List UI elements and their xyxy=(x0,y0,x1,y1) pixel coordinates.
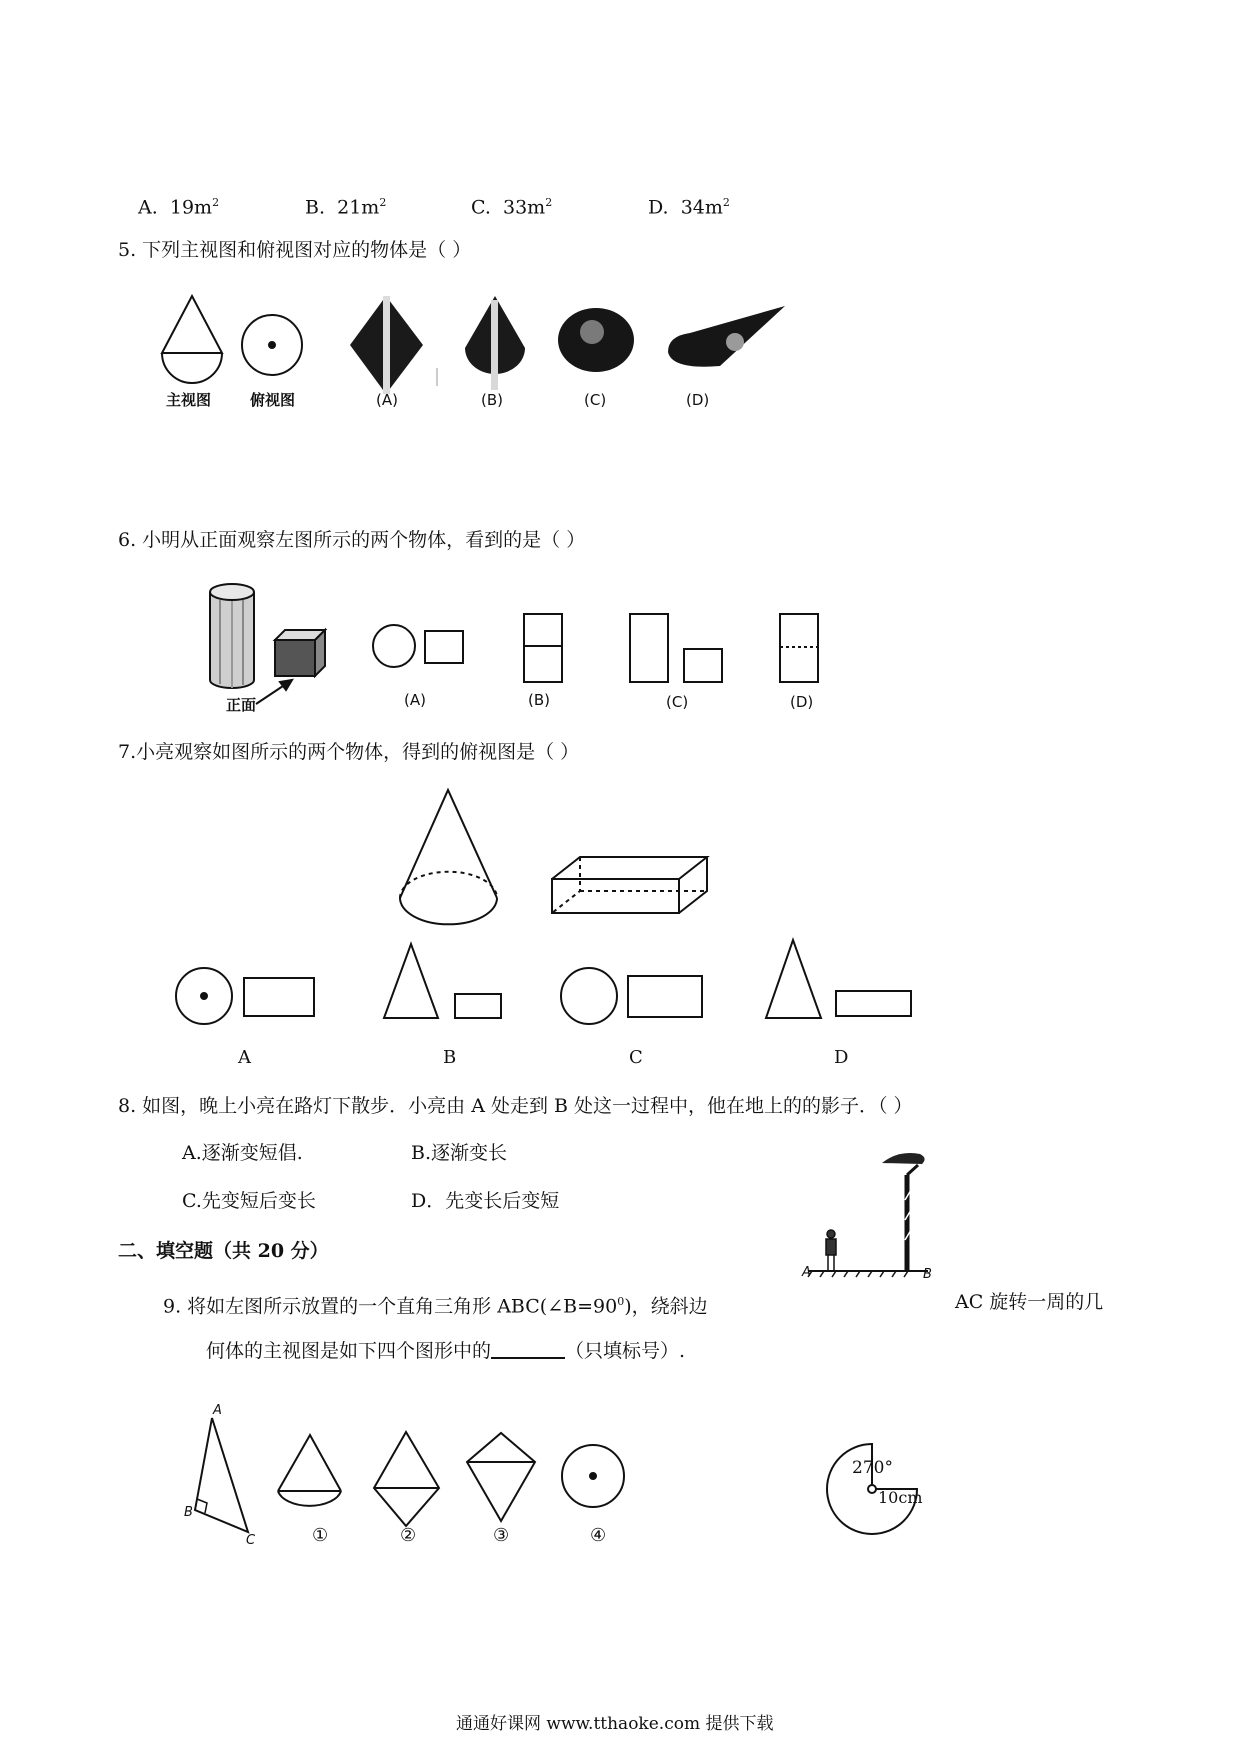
q9-line1-right: AC 旋转一周的几 xyxy=(955,1291,1104,1313)
q7-caption-d: D xyxy=(834,1047,849,1068)
q9-option-3-shape xyxy=(467,1433,535,1521)
sector-radius-label: 10cm xyxy=(878,1488,923,1507)
q9-line1: 9. 将如左图所示放置的一个直角三角形 $ABC(\angle B=90^0)$，绕斜边 xyxy=(163,1295,708,1318)
q9-caption-4: ④ xyxy=(590,1525,607,1546)
q7-question: 7.小亮观察如图所示的两个物体，得到的俯视图是（ ） xyxy=(118,741,580,763)
q5-caption-a: (A) xyxy=(376,391,398,409)
q9-caption-3: ③ xyxy=(493,1525,510,1546)
q5-caption-front: 主视图 xyxy=(166,391,212,409)
q6-question: 6. 小明从正面观察左图所示的两个物体，看到的是（ ） xyxy=(118,529,586,551)
section2-title: 二、填空题（共 20 分） xyxy=(118,1240,329,1262)
q8-point-b: B xyxy=(923,1267,932,1282)
q9-option-4-shape xyxy=(562,1445,624,1507)
footer: 通通好课网 www.tthaoke.com 提供下载 xyxy=(456,1714,774,1734)
sector-angle-label: 270° xyxy=(852,1458,893,1478)
q8-option-a: A.逐渐变短倡. xyxy=(182,1142,303,1164)
q8-option-b: B.逐渐变长 xyxy=(411,1142,508,1164)
q4-option-a: A. $19m^2$ xyxy=(138,196,220,219)
q9-caption-1: ① xyxy=(312,1525,329,1546)
q8-option-c: C.先变短后变长 xyxy=(182,1190,316,1212)
q9-label-c: C xyxy=(246,1533,256,1548)
q7-caption-b: B xyxy=(443,1047,457,1068)
q9-triangle xyxy=(195,1418,248,1532)
q6-caption-a: (A) xyxy=(404,691,426,709)
q6-caption-c: (C) xyxy=(666,693,689,711)
q4-option-c: C. $33m^2$ xyxy=(471,196,553,219)
q6-caption-b: (B) xyxy=(528,691,550,709)
q5-caption-d: (D) xyxy=(686,391,710,409)
q5-caption-c: (C) xyxy=(584,391,607,409)
q8-question: 8. 如图，晚上小亮在路灯下散步．小亮由 A 处走到 B 处这一过程中，他在地上的的影子．（ ） xyxy=(118,1095,913,1117)
q4-option-d: D. $34m^2$ xyxy=(648,196,730,219)
q5-caption-b: (B) xyxy=(481,391,503,409)
q7-caption-c: C xyxy=(629,1047,643,1068)
q9-label-a: A xyxy=(213,1403,222,1418)
q9-label-b: B xyxy=(184,1505,193,1520)
q4-option-b: B. $21m^2$ xyxy=(305,196,387,219)
q9-caption-2: ② xyxy=(400,1525,417,1546)
q8-point-a: A xyxy=(802,1265,811,1280)
q6-front-label: 正面 xyxy=(226,696,257,714)
q9-option-1-shape xyxy=(278,1435,341,1506)
q5-question: 5. 下列主视图和俯视图对应的物体是（ ） xyxy=(118,239,472,261)
q8-option-d: D．先变长后变短 xyxy=(411,1190,560,1212)
q6-caption-d: (D) xyxy=(790,693,814,711)
q9-option-2-shape xyxy=(374,1432,439,1526)
q7-caption-a: A xyxy=(238,1047,251,1068)
q5-caption-top: 俯视图 xyxy=(250,391,296,409)
q9-line2: 何体的主视图是如下四个图形中的 （只填标号）. xyxy=(206,1337,685,1363)
